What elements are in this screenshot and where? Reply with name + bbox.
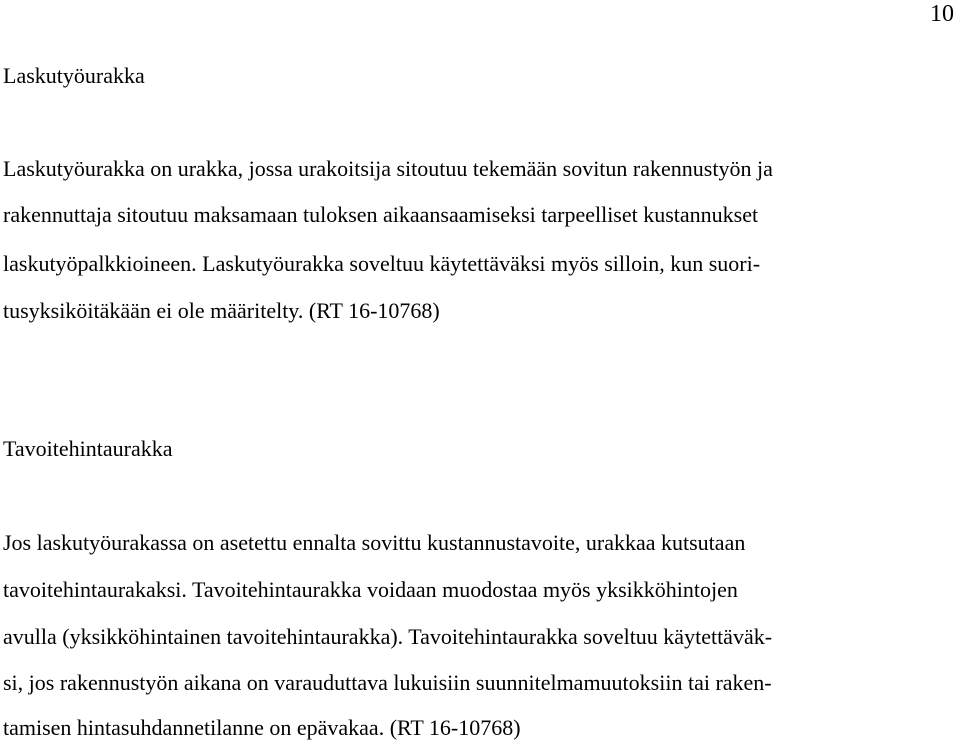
page-number: 10 [930,1,954,27]
paragraph-line: rakennuttaja sitoutuu maksamaan tuloksen aikaansaamiseksi tarpeelliset kustannukset [3,202,759,227]
paragraph-line: tusyksiköitäkään ei ole määritelty. (RT 16-10768) [3,298,440,323]
section-heading-laskutyourakka: Laskutyöurakka [3,63,145,88]
paragraph-line: tavoitehintaurakaksi. Tavoitehintaurakka voidaan muodostaa myös yksikköhintojen [3,577,738,602]
paragraph-line: laskutyöpalkkioineen. Laskutyöurakka soveltuu käytettäväksi myös silloin, kun suori- [3,251,761,276]
paragraph-line: tamisen hintasuhdannetilanne on epävakaa. (RT 16-10768) [3,715,521,740]
section-heading-tavoitehintaurakka: Tavoitehintaurakka [3,436,173,461]
paragraph-line: Laskutyöurakka on urakka, jossa urakoitsija sitoutuu tekemään sovitun rakennustyön ja [3,156,773,181]
paragraph-line: Jos laskutyöurakassa on asetettu ennalta sovittu kustannustavoite, urakkaa kutsutaan [3,530,746,555]
paragraph-line: avulla (yksikköhintainen tavoitehintaurakka). Tavoitehintaurakka soveltuu käytettäväk- [3,624,773,649]
paragraph-line: si, jos rakennustyön aikana on varauduttava lukuisiin suunnitelmamuutoksiin tai raken- [3,670,772,695]
